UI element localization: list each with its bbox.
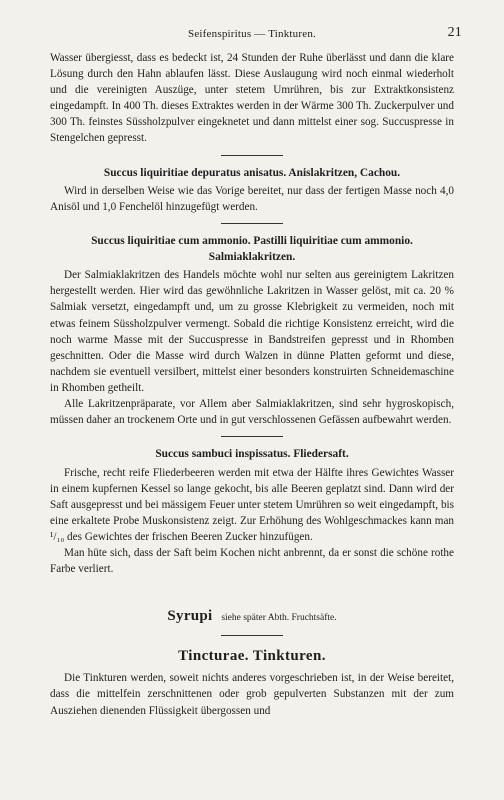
syrupi-entry <box>50 607 454 627</box>
section-divider <box>221 635 283 636</box>
section-divider <box>221 155 283 156</box>
heading-line: Salmiaklakritzen. <box>208 250 296 263</box>
page-number: 21 <box>447 25 462 40</box>
section-divider <box>221 436 283 437</box>
section-heading-anisatus: Succus liquiritiae depuratus anisatus. Anislakritzen, Cachou. <box>103 166 401 179</box>
tincturae-paragraph: Die Tinkturen werden, soweit nichts anderes vorgeschrieben ist, in der Weise bereitet, dass die mittelfein zerschnittenen oder grob gepulverten Substanzen mit der zum Ausziehen dienenden Flüssigkeit übergossen und <box>50 672 454 717</box>
section-heading-sambuci: Succus sambuci inspissatus. Fliedersaft. <box>155 448 349 461</box>
section-heading-ammonio <box>50 234 454 265</box>
ammonio-paragraph-1: Der Salmiaklakritzen des Handels möchte wohl nur selten aus gereinigtem Lakritzen hergestellt werden. Hier wird das gewöhnliche Lakritzen in Wasser gelöst, mit ca. 20 % Salmiak versetzt, eingedampft und, um zu grosse Klebrigkeit zu vermeiden, noch mit etwas feinem Süssholzpulver vermengt. Sobald die richtige Konsistenz erreicht, wird die noch warme Masse mit der Succuspresse in Bandstreifen gepresst und in Rhomben geschnitten. Oder die Masse wird durch Walzen in dünne Platten geformt und diese, nachdem sie eventuell versilbert, mittelst einer besonders konstruirten Schneidemaschine in Rhomben getheilt. <box>50 269 454 394</box>
heading-line: Succus liquiritiae cum ammonio. Pastilli liquiritiae cum ammonio. <box>91 235 413 248</box>
sambuci-paragraph-2: Man hüte sich, dass der Saft beim Kochen nicht anbrennt, da er sonst die schöne rothe Farbe verliert. <box>50 547 454 576</box>
intro-paragraph: Wasser übergiesst, dass es bedeckt ist, 24 Stunden der Ruhe überlässt und dann die klare Lösung durch den Hahn ablaufen lässt. Diese Auslaugung wird noch einmal wiederholt und die vereinigten Auszüge, unter stetem Umrühren, bis zur Extraktkonsistenz eingedampft. In 400 Th. dieses Extraktes werden in der Wärme 300 Th. Zuckerpulver und 300 Th. feinstes Süssholzpulver eingeknetet und dann mittelst einer sog. Succuspresse in Stengelchen gepresst. <box>50 52 454 145</box>
anisatus-paragraph: Wird in derselben Weise wie das Vorige bereitet, nur dass der fertigen Masse noch 4,0 Anisöl und 1,0 Fenchelöl hinzugefügt werden. <box>50 185 454 214</box>
section-divider <box>221 223 283 224</box>
syrupi-note: siehe später Abth. Fruchtsäfte. <box>221 613 337 624</box>
ammonio-paragraph-2: Alle Lakritzenpräparate, vor Allem aber Salmiaklakritzen, sind sehr hygroskopisch, müssen daher an trockenem Orte und in gut verschlossenen Gefässen aufbewahrt werden. <box>50 398 454 427</box>
sambuci-paragraph-1: Frische, recht reife Fliederbeeren werden mit etwa der Hälfte ihres Gewichtes Wasser in einem kupfernen Kessel so lange gekocht, bis alle Beeren geplatzt sind. Dann wird der Saft ausgepresst und bei mässigem Feuer unter stetem Umrühren so weit eingedampft, bis eine erkaltete Probe Muskonsistenz zeigt. Zur Erhöhung des Wohlgeschmackes kann man ¹/₁₀ des Gewichtes der frischen Beeren Zucker hinzufügen. <box>50 466 454 544</box>
running-head-title: Seifenspiritus — Tinkturen. <box>188 28 316 40</box>
page-body <box>50 50 454 719</box>
syrupi-title: Syrupi <box>167 608 213 625</box>
section-heading-tincturae: Tincturae. Tinkturen. <box>178 648 326 665</box>
